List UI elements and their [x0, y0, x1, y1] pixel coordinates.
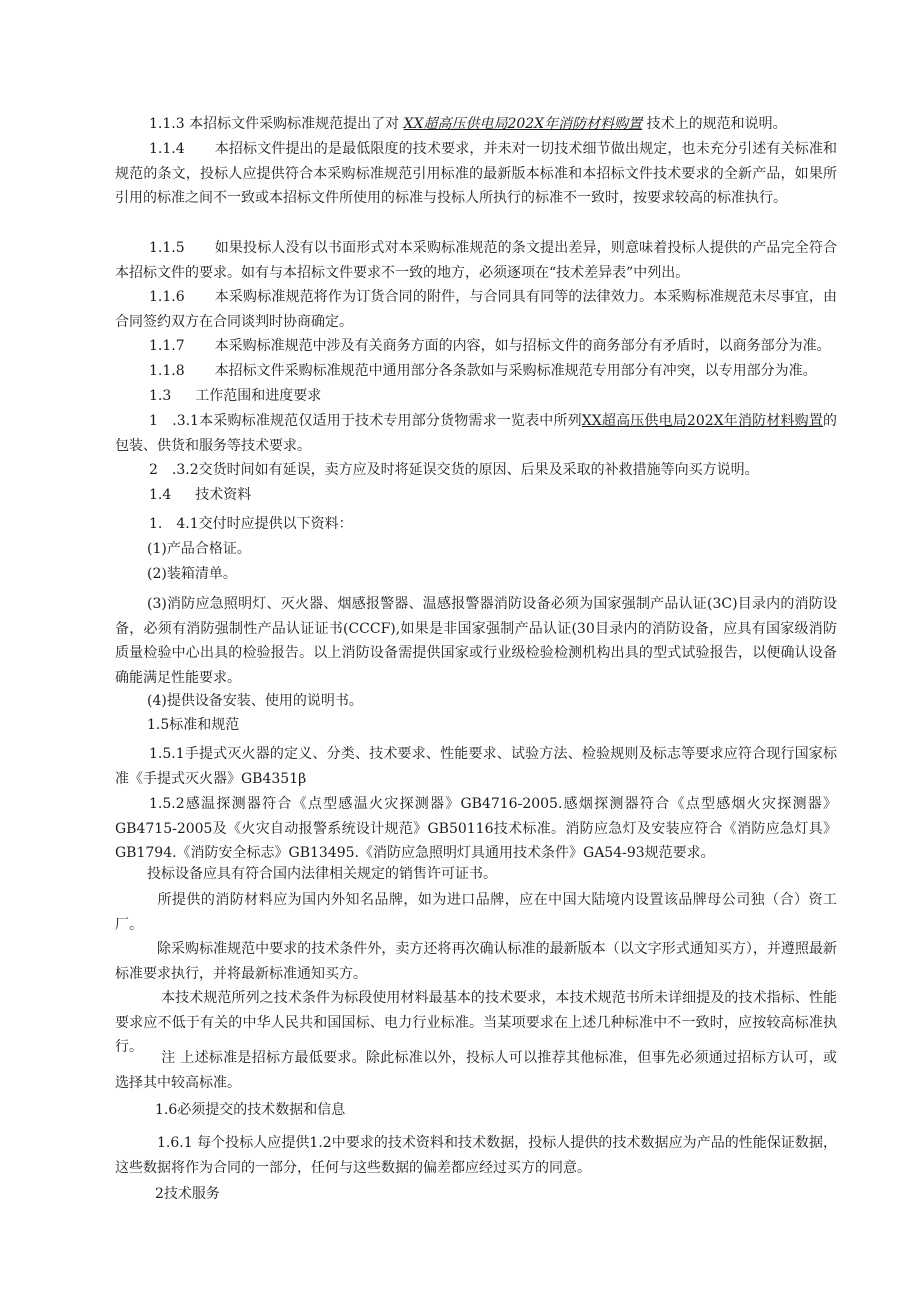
clause-1-1-3: 1.1.3 本招标文件采购标准规范提出了对 XX超高压供电局202X年消防材料购置 技术上的规范和说明。: [149, 116, 787, 132]
standard-version-paragraph: 除采购标准规范中要求的技术条件外，卖方还将再次确认标准的最新版本（以文字形式通知买方），并遵照最新标准要求执行，并将最新标准通知买方。: [115, 941, 837, 982]
clause-1-1-6: 1.1.6 本采购标准规范将作为订货合同的附件，与合同具有同等的法律效力。本采购标准规范未尽事宜，由合同签约双方在合同谈判时协商确定。: [115, 289, 837, 330]
clause-1-4-1: 1. 4.1交付时应提供以下资料：: [149, 516, 353, 532]
list-item-3: (3)消防应急照明灯、灭火器、烟感报警器、温感报警器消防设备必须为国家强制产品认证(3C)目录内的消防设备，必须有消防强制性产品认证证书(CCCF),如果是非国家强制产品认证(30目录内的消防设备，应具有国家级消防质量检验中心出具的检验报告。以上消防设备需提供国家或行业级检验检测机构出具的型式试验报告，以便确认设备确能满足性能要求。: [115, 596, 837, 686]
note-paragraph: 注 上述标准是招标方最低要求。除此标准以外，投标人可以推荐其他标准，但事先必须通过招标方认可，或选择其中较高标准。: [115, 1050, 837, 1091]
clause-1-1-8: 1.1.8 本招标文件采购标准规范中通用部分各条款如与采购标准规范专用部分有冲突，以专用部分为准。: [149, 363, 817, 379]
brand-paragraph: 所提供的消防材料应为国内外知名品牌，如为进口品牌，应在中国大陆境内设置该品牌母公司独（合）资工厂。: [115, 892, 837, 933]
section-1-5-heading: 1.5标准和规范: [147, 717, 240, 733]
section-1-3-heading: 1.3 工作范围和进度要求: [149, 388, 322, 404]
basic-requirements-paragraph: 本技术规范所列之技术条件为标段使用材料最基本的技术要求，本技术规范书所未详细提及的技术指标、性能要求应不低于有关的中华人民共和国国标、电力行业标准。当某项要求在上述几种标准中不一致时，应按较高标准执行。: [115, 990, 837, 1055]
clause-1-6-1: 1.6.1 每个投标人应提供1.2中要求的技术资料和技术数据，投标人提供的技术数据应为产品的性能保证数据，这些数据将作为合同的一部分，任何与这些数据的偏差都应经过买方的同意。: [115, 1135, 837, 1176]
section-1-4-heading: 1.4 技术资料: [149, 487, 252, 503]
list-item-4: (4)提供设备安装、使用的说明书。: [147, 693, 363, 709]
clause-1-3-2: 2 .3.2交货时间如有延误，卖方应及时将延误交货的原因、后果及采取的补救措施等向买方说明。: [149, 462, 759, 478]
project-name-link: XX超高压供电局202X年消防材料购置: [403, 116, 643, 132]
clause-1-1-5: 1.1.5 如果投标人没有以书面形式对本采购标准规范的条文提出差异，则意味着投标人提供的产品完全符合本招标文件的要求。如有与本招标文件要求不一致的地方，必须逐项在“技术差异表”中列出。: [115, 240, 837, 281]
section-1-6-heading: 1.6必须提交的技术数据和信息: [155, 1102, 346, 1118]
clause-1-5-1: 1.5.1手提式灭火器的定义、分类、技术要求、性能要求、试验方法、检验规则及标志等要求应符合现行国家标准《手提式灭火器》GB4351β: [115, 746, 837, 787]
project-name-link: XX超高压供电局202X年消防材料购置: [581, 413, 824, 429]
clause-1-5-2: 1.5.2感温探测器符合《点型感温火灾探测器》GB4716-2005.感烟探测器符合《点型感烟火灾探测器》GB4715-2005及《火灾自动报警系统设计规范》GB50116技术标准。消防应急灯及安装应符合《消防应急灯具》GB1794.《消防安全标志》GB13495.《消防应急照明灯具通用技术条件》GA54-93规范要求。: [115, 796, 837, 861]
section-2-heading: 2技术服务: [155, 1186, 220, 1202]
clause-1-1-7: 1.1.7 本采购标准规范中涉及有关商务方面的内容，如与招标文件的商务部分有矛盾时，以商务部分为准。: [149, 338, 831, 354]
list-item-2: (2)装箱清单。: [147, 566, 237, 582]
clause-1-3-1: 1 .3.1本采购标准规范仅适用于技术专用部分货物需求一览表中所列XX超高压供电局202X年消防材料购置的包装、供货和服务等技术要求。: [115, 413, 838, 454]
clause-1-1-4: 1.1.4 本招标文件提出的是最低限度的技术要求，并未对一切技术细节做出规定，也未充分引述有关标准和规范的条文，投标人应提供符合本采购标准规范引用标准的最新版本标准和本招标文件技术要求的全新产品，如果所引用的标准之间不一致或本招标文件所使用的标准与投标人所执行的标准不一致时，按要求较高的标准执行。: [115, 141, 837, 206]
list-item-1: (1)产品合格证。: [147, 541, 251, 557]
license-paragraph: 投标设备应具有符合国内法律相关规定的销售许可证书。: [147, 866, 497, 882]
